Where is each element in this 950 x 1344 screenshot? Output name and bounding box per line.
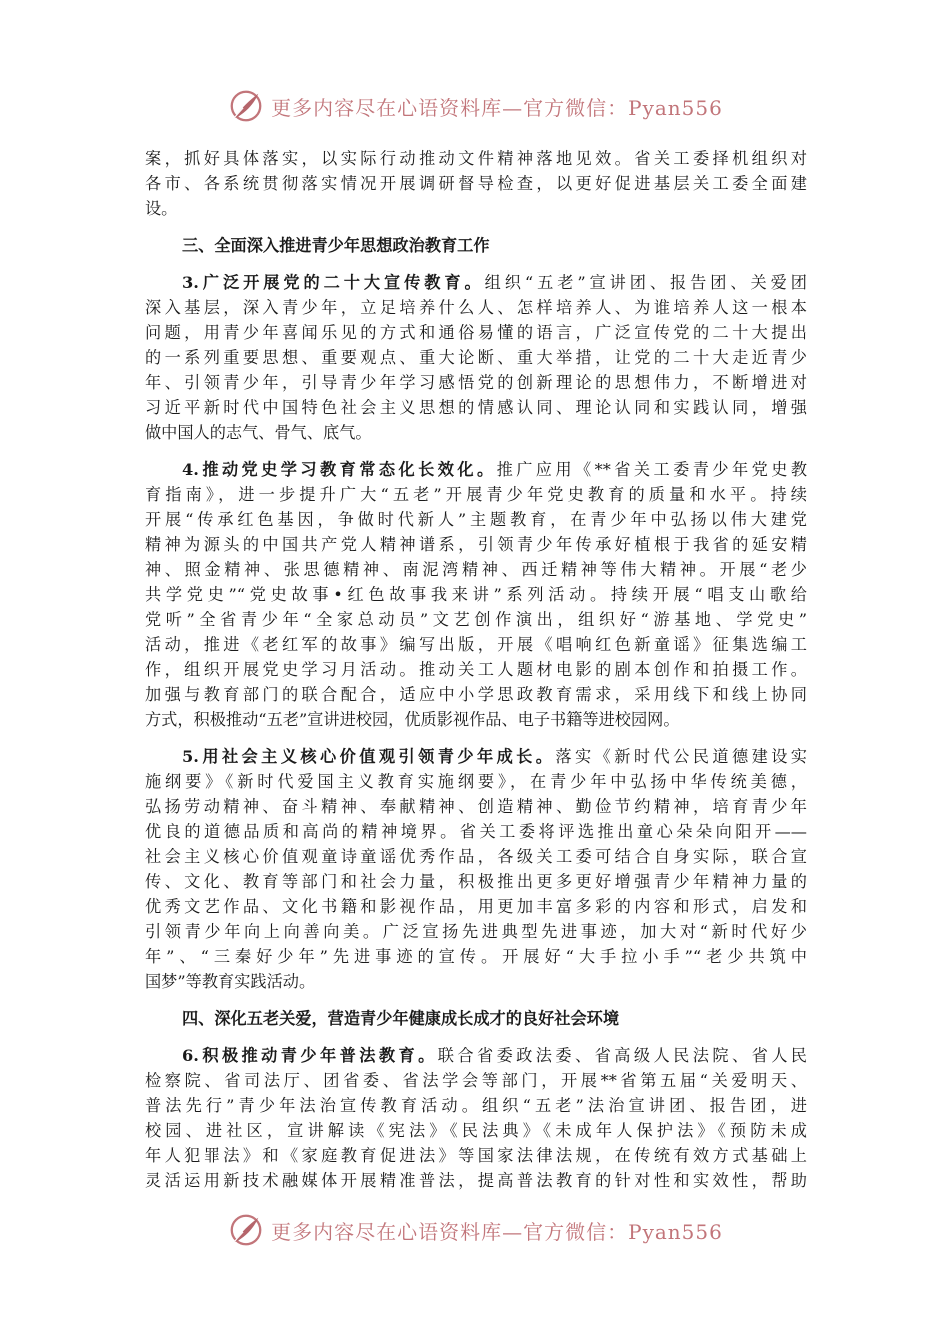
text-line: 优良的道德品质和高尚的精神境界。省关工委将评选推出童心朵朵向阳开—— [145,822,807,841]
text-line: 案，抓好具体落实，以实际行动推动文件精神落地见效。省关工委择机组织对 [145,149,807,168]
item-text: 推广应用《**省关工委青少年党史教 [496,460,807,479]
text-line: 育指南》，进一步提升广大“五老”开展青少年党史教育的质量和水平。持续 [145,485,807,504]
text-line: 普法先行”青少年法治宣传教育活动。组织“五老”法治宣讲团、报告团，进 [145,1096,807,1115]
text-line: 问题，用青少年喜闻乐见的方式和通俗易懂的语言，广泛宣传党的二十大提出 [145,323,807,342]
text-line: 引领青少年向上向善向美。广泛宣扬先进典型先进事迹，加大对“新时代好少 [145,922,807,941]
item-lead: 4.推动党史学习教育常态化长效化。 [182,460,497,479]
text-line: 各市、各系统贯彻落实情况开展调研督导检查，以更好促进基层关工委全面建 [145,174,807,193]
text-line: 方式，积极推动“五老”宣讲进校园，优质影视作品、电子书籍等进校园网。 [145,710,680,729]
section-heading-4: 四、深化五老关爱，营造青少年健康成长成才的良好社会环境 [182,1009,620,1028]
text-line: 施纲要》《新时代爱国主义教育实施纲要》，在青少年中弘扬中华传统美德， [145,772,807,791]
text-line: 活动，推进《老红军的故事》编写出版，开展《唱响红色新童谣》征集选编工 [145,635,807,654]
item-text: 组织“五老”宣讲团、报告团、关爱团 [484,273,807,292]
text-line: 年”、“三秦好少年”先进事迹的宣传。开展好“大手拉小手”“老少共筑中 [145,947,807,966]
text-line: 年、引领青少年，引导青少年学习感悟党的创新理论的思想伟力，不断增进对 [145,373,807,392]
text-line: 弘扬劳动精神、奋斗精神、奉献精神、创造精神、勤俭节约精神，培育青少年 [145,797,807,816]
text-line: 共学党史”“党史故事•红色故事我来讲”系列活动。持续开展“唱支山歌给 [145,585,807,604]
text-line: 的一系列重要思想、重要观点、重大论断、重大举措，让党的二十大走近青少 [145,348,807,367]
text-line: 深入基层，深入青少年，立足培养什么人、怎样培养人、为谁培养人这一根本 [145,298,807,317]
paragraph-item-4 [145,457,807,732]
item-lead: 6.积极推动青少年普法教育。 [182,1046,438,1065]
text-line: 检察院、省司法厅、团省委、省法学会等部门，开展**省第五届“关爱明天、 [145,1071,807,1090]
paragraph-item-3 [145,270,807,445]
text-line: 习近平新时代中国特色社会主义思想的情感认同、理论认同和实践认同，增强 [145,398,807,417]
quill-logo-icon [227,87,265,125]
paragraph-item-5 [145,744,807,994]
text-line: 灵活运用新技术融媒体开展精准普法，提高普法教育的针对性和实效性，帮助 [145,1171,807,1190]
text-line [145,457,807,482]
banner-text: 更多内容尽在心语资料库—官方微信：Pyan556 [271,95,723,120]
banner-text: 更多内容尽在心语资料库—官方微信：Pyan556 [271,1219,723,1244]
text-line: 社会主义核心价值观童诗童谣优秀作品，各级关工委可结合自身实际，联合宣 [145,847,807,866]
item-lead: 5.用社会主义核心价值观引领青少年成长。 [182,747,556,766]
text-line: 开展“传承红色基因，争做时代新人”主题教育，在青少年中弘扬以伟大建党 [145,510,807,529]
text-line [145,1043,807,1068]
text-line: 做中国人的志气、骨气、底气。 [145,423,372,442]
section-heading-3: 三、全面深入推进青少年思想政治教育工作 [182,236,490,255]
document-body [145,146,807,1193]
item-text: 联合省委政法委、省高级人民法院、省人民 [437,1046,807,1065]
text-line: 国梦”等教育实践活动。 [145,972,316,991]
text-line [145,270,807,295]
intro-paragraph [145,146,807,221]
quill-logo-icon [227,1211,265,1249]
text-line: 神、照金精神、张思德精神、南泥湾精神、西迁精神等伟大精神。开展“老少 [145,560,807,579]
item-text: 落实《新时代公民道德建设实 [555,747,807,766]
text-line: 作，组织开展党史学习月活动。推动关工人题材电影的剧本创作和拍摄工作。 [145,660,807,679]
text-line: 年人犯罪法》和《家庭教育促进法》等国家法律法规，在传统有效方式基础上 [145,1146,807,1165]
text-line: 传、文化、教育等部门和社会力量，积极推出更多更好增强青少年精神力量的 [145,872,807,891]
header-banner [0,84,950,128]
footer-banner [0,1208,950,1252]
paragraph-item-6 [145,1043,807,1193]
item-lead: 3.广泛开展党的二十大宣传教育。 [182,273,485,292]
text-line: 校园、进社区，宣讲解读《宪法》《民法典》《未成年人保护法》《预防未成 [145,1121,807,1140]
text-line [145,744,807,769]
text-line: 设。 [145,199,178,218]
text-line: 优秀文艺作品、文化书籍和影视作品，用更加丰富多彩的内容和形式，启发和 [145,897,807,916]
text-line: 加强与教育部门的联合配合，适应中小学思政教育需求，采用线下和线上协同 [145,685,807,704]
text-line: 党听”全省青少年“全家总动员”文艺创作演出，组织好“游基地、学党史” [145,610,807,629]
text-line: 精神为源头的中国共产党人精神谱系，引领青少年传承好植根于我省的延安精 [145,535,807,554]
